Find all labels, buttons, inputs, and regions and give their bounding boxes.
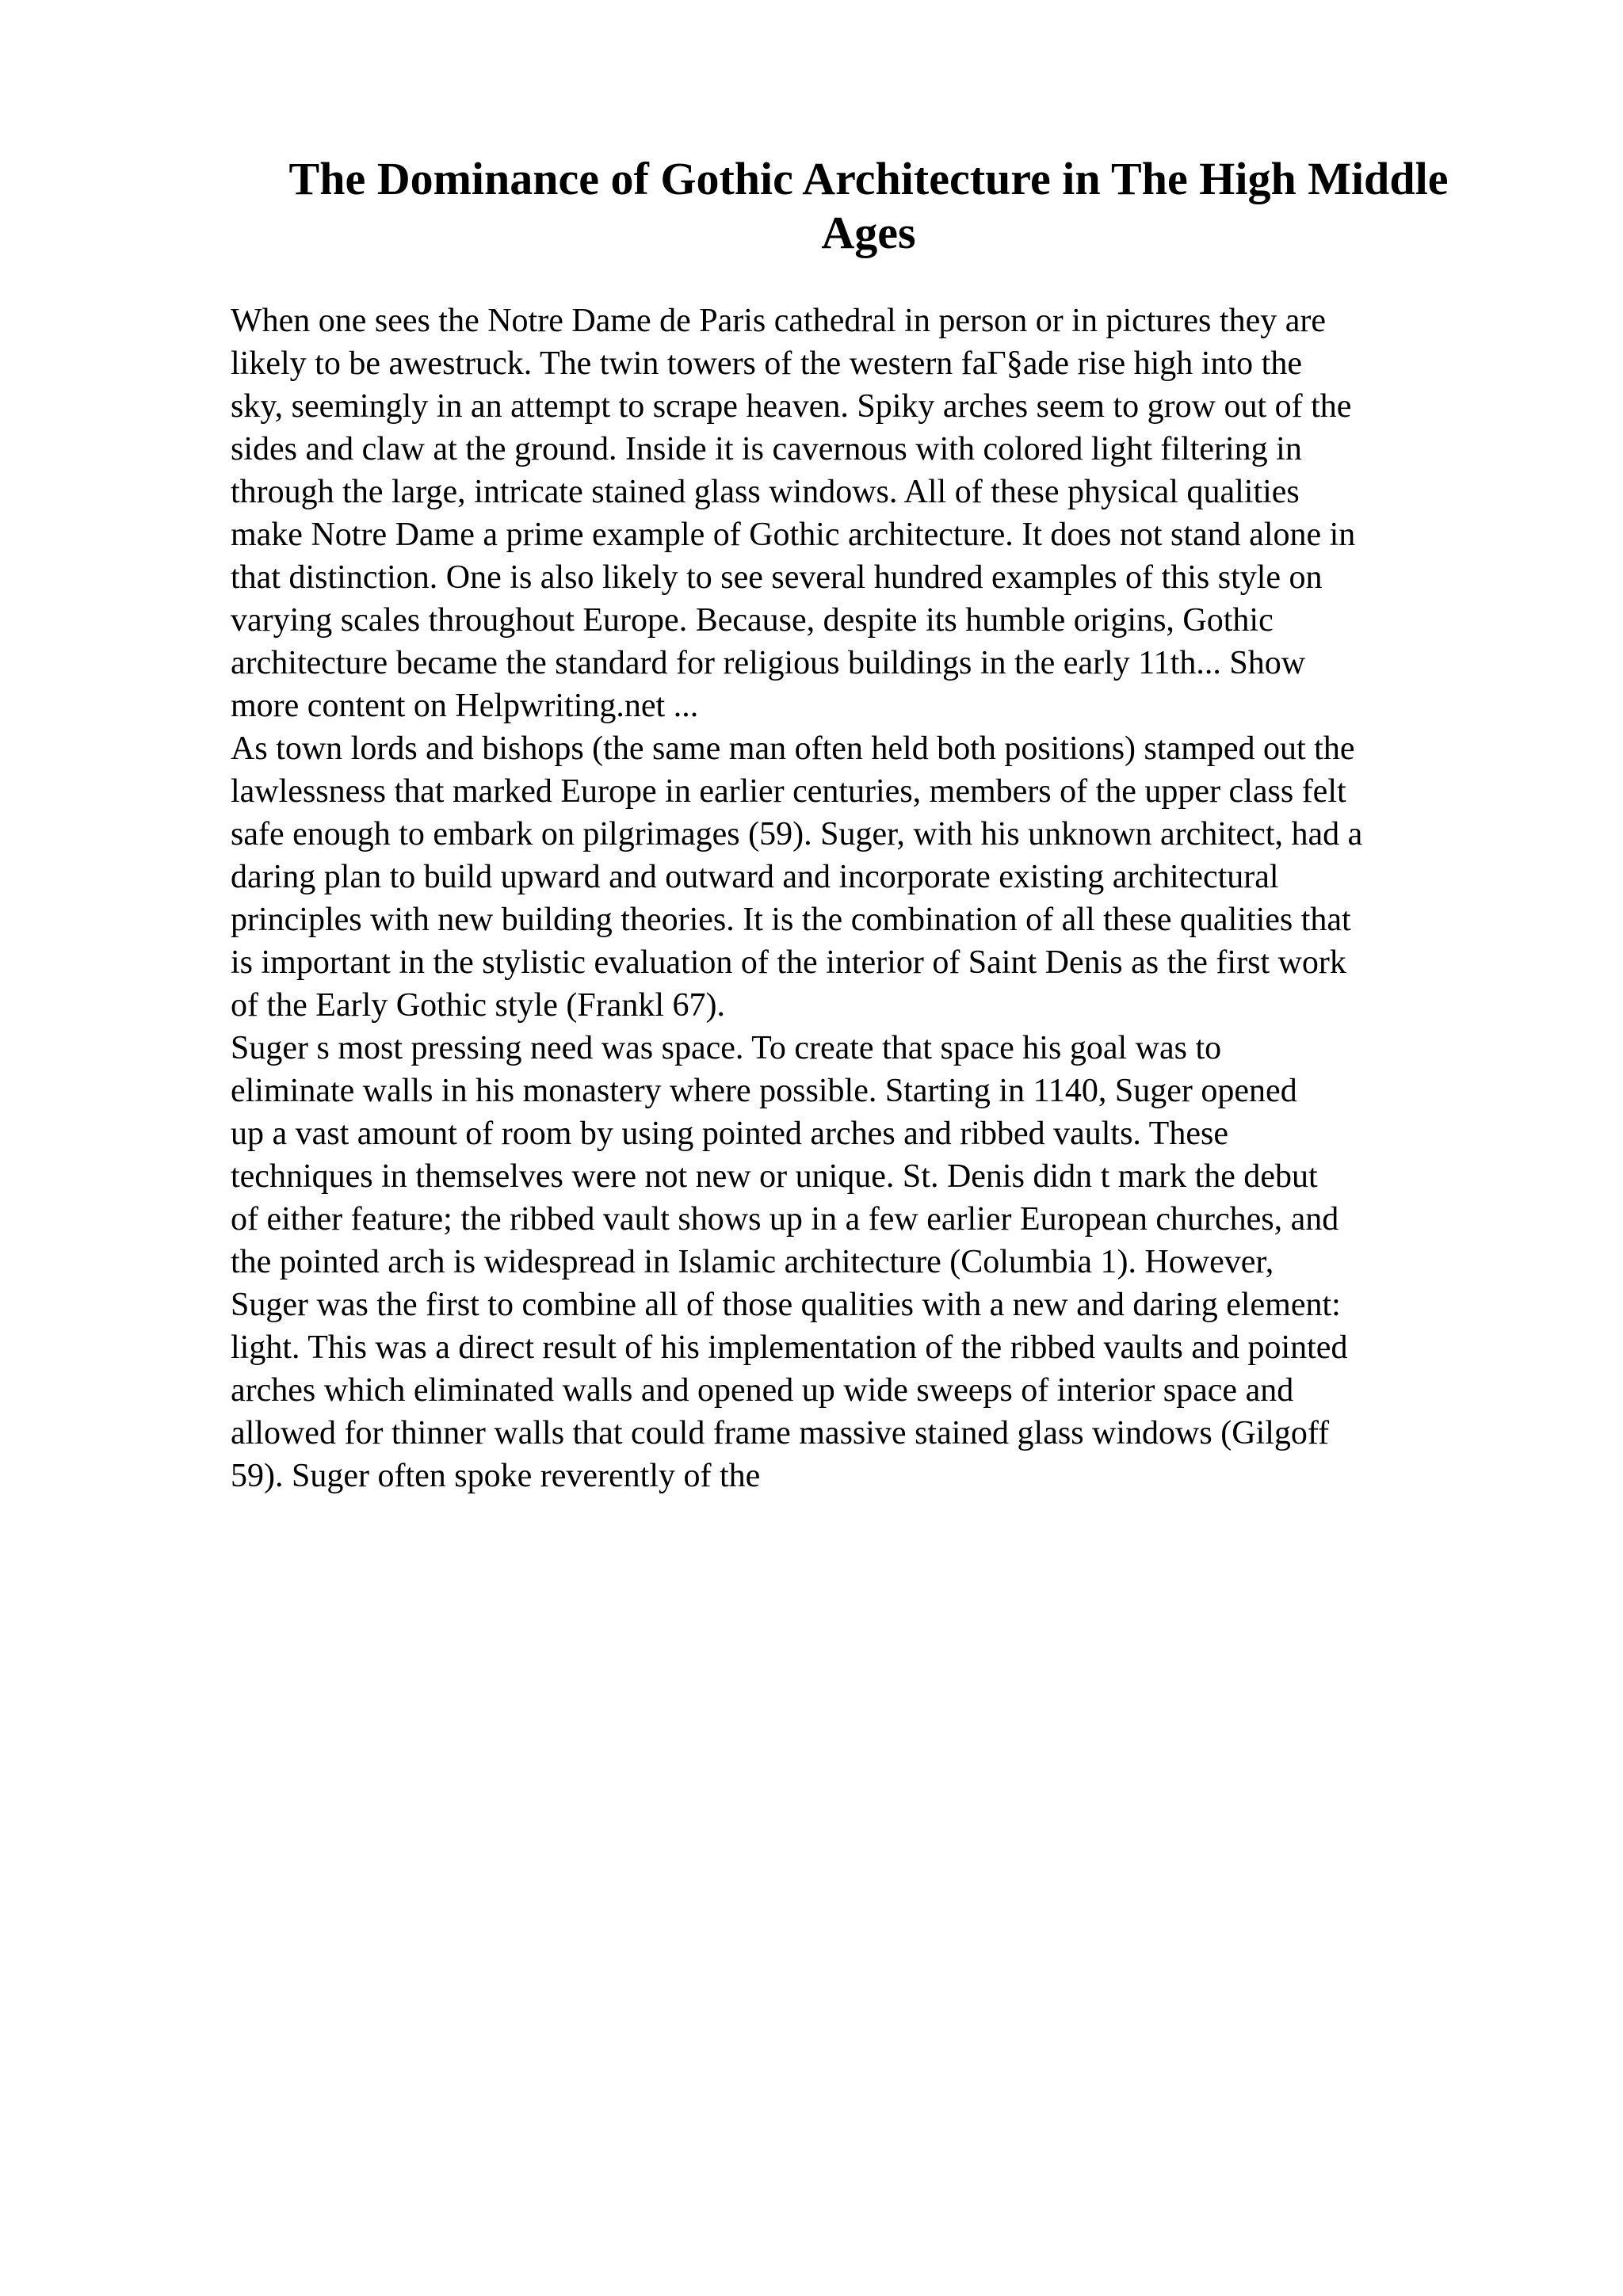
text-line: through the large, intricate stained glass windows. All of these physical qualities [231,474,1300,510]
text-line: safe enough to embark on pilgrimages (59). Suger, with his unknown architect, had a [231,816,1363,852]
paragraph-3 [231,1027,1507,1497]
text-line: that distinction. One is also likely to see several hundred examples of this style on [231,559,1323,596]
text-line: daring plan to build upward and outward and incorporate existing architectural [231,859,1279,895]
text-line: sides and claw at the ground. Inside it is cavernous with colored light filtering in [231,431,1302,467]
text-line: of either feature; the ribbed vault shows up in a few earlier European churches, and [231,1201,1339,1238]
text-line: eliminate walls in his monastery where possible. Starting in 1140, Suger opened [231,1073,1297,1109]
text-line: architecture became the standard for religious buildings in the early 11th... Show [231,645,1306,681]
text-line: When one sees the Notre Dame de Paris cathedral in person or in pictures they are [231,303,1326,339]
text-line: likely to be awestruck. The twin towers of the western faΓ§ade rise high into the [231,345,1302,382]
text-line: up a vast amount of room by using pointed arches and ribbed vaults. These [231,1116,1228,1152]
text-line: allowed for thinner walls that could frame massive stained glass windows (Gilgoff [231,1415,1330,1451]
text-line: varying scales throughout Europe. Because, despite its humble origins, Gothic [231,602,1274,639]
document-body [231,299,1507,1497]
text-line: As town lords and bishops (the same man often held both positions) stamped out the [231,730,1355,767]
paragraph-2 [231,727,1507,1027]
text-line: 59). Suger often spoke reverently of the [231,1458,761,1494]
title-line: Ages [821,207,916,258]
text-line: principles with new building theories. It is the combination of all these qualities that [231,902,1351,938]
text-line: make Notre Dame a prime example of Gothic architecture. It does not stand alone in [231,517,1356,553]
text-line: is important in the stylistic evaluation of the interior of Saint Denis as the first work [231,944,1346,981]
text-line: lawlessness that marked Europe in earlier centuries, members of the upper class felt [231,773,1346,810]
title-line: The Dominance of Gothic Architecture in The High Middle [288,153,1449,204]
text-line: the pointed arch is widespread in Islamic architecture (Columbia 1). However, [231,1244,1274,1280]
text-line: sky, seemingly in an attempt to scrape heaven. Spiky arches seem to grow out of the [231,388,1352,425]
text-line: light. This was a direct result of his implementation of the ribbed vaults and pointed [231,1329,1348,1366]
document-title [235,152,1503,260]
text-line: Suger s most pressing need was space. To create that space his goal was to [231,1030,1222,1066]
text-line: techniques in themselves were not new or unique. St. Denis didn t mark the debut [231,1158,1318,1195]
text-line: Suger was the first to combine all of those qualities with a new and daring element: [231,1287,1341,1323]
text-line: more content on Helpwriting.net ... [231,688,699,724]
text-line: arches which eliminated walls and opened up wide sweeps of interior space and [231,1372,1294,1409]
text-line: of the Early Gothic style (Frankl 67). [231,987,726,1024]
paragraph-1 [231,299,1507,727]
